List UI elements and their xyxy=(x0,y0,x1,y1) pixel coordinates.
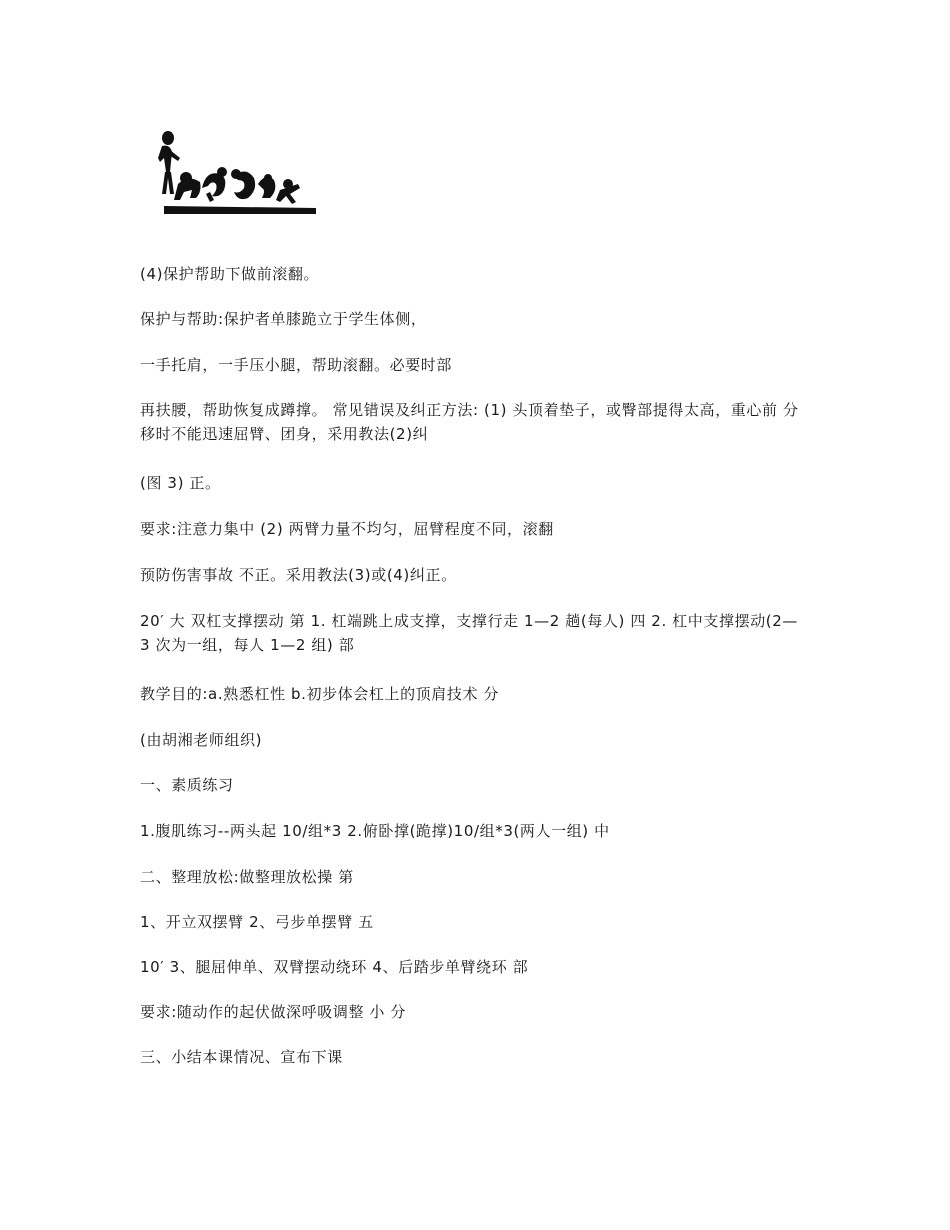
forward-roll-illustration xyxy=(150,128,320,216)
tuck-figure-icon xyxy=(231,169,255,199)
paragraph-12: 1.腹肌练习--两头起 10/组*3 2.俯卧撑(跪撑)10/组*3(两人一组) 中 xyxy=(140,822,610,840)
paragraph-15: 10′ 3、腿屈伸单、双臂摆动绕环 4、后踏步单臂绕环 部 xyxy=(140,958,529,976)
paragraph-8: 20′ 大 双杠支撑摆动 第 1. 杠端跳上成支撑，支撑行走 1—2 趟(每人) 四 2. 杠中支撑摆动(2—3 次为一组，每人 1—2 组) 部 xyxy=(140,612,798,654)
paragraph-16: 要求:随动作的起伏做深呼吸调整 小 分 xyxy=(140,1003,406,1021)
roll-end-figure-icon xyxy=(258,174,275,198)
paragraph-7: 预防伤害事故 不正。采用教法(3)或(4)纠正。 xyxy=(140,566,457,584)
squat-finish-figure-icon xyxy=(276,179,300,204)
paragraph-9: 教学目的:a.熟悉杠性 b.初步体会杠上的顶肩技术 分 xyxy=(140,685,500,703)
paragraph-3: 一手托肩，一手压小腿，帮助滚翻。必要时部 xyxy=(140,356,453,374)
paragraph-13: 二、整理放松:做整理放松操 第 xyxy=(140,868,354,886)
paragraph-14: 1、开立双摆臂 2、弓步单摆臂 五 xyxy=(140,913,374,931)
mat-icon xyxy=(164,206,316,214)
paragraph-17: 三、小结本课情况、宣布下课 xyxy=(140,1048,343,1066)
paragraph-6: 要求:注意力集中 (2) 两臂力量不均匀，屈臂程度不同，滚翻 xyxy=(140,520,554,538)
paragraph-11: 一、素质练习 xyxy=(140,776,234,794)
crouch-figure-icon xyxy=(174,172,201,200)
roll-figure-icon xyxy=(202,167,227,202)
paragraph-4: 再扶腰，帮助恢复成蹲撑。 常见错误及纠正方法: (1) 头顶着垫子，或臀部提得太高，重心前 分 移时不能迅速屈臂、团身，采用教法(2)纠 xyxy=(140,401,799,443)
paragraph-2: 保护与帮助:保护者单膝跪立于学生体侧， xyxy=(140,310,427,328)
paragraph-10: (由胡湘老师组织) xyxy=(140,731,263,749)
paragraph-1: (4)保护帮助下做前滚翻。 xyxy=(140,265,320,283)
standing-figure-icon xyxy=(158,131,180,194)
paragraph-5: (图 3) 正。 xyxy=(140,474,221,492)
